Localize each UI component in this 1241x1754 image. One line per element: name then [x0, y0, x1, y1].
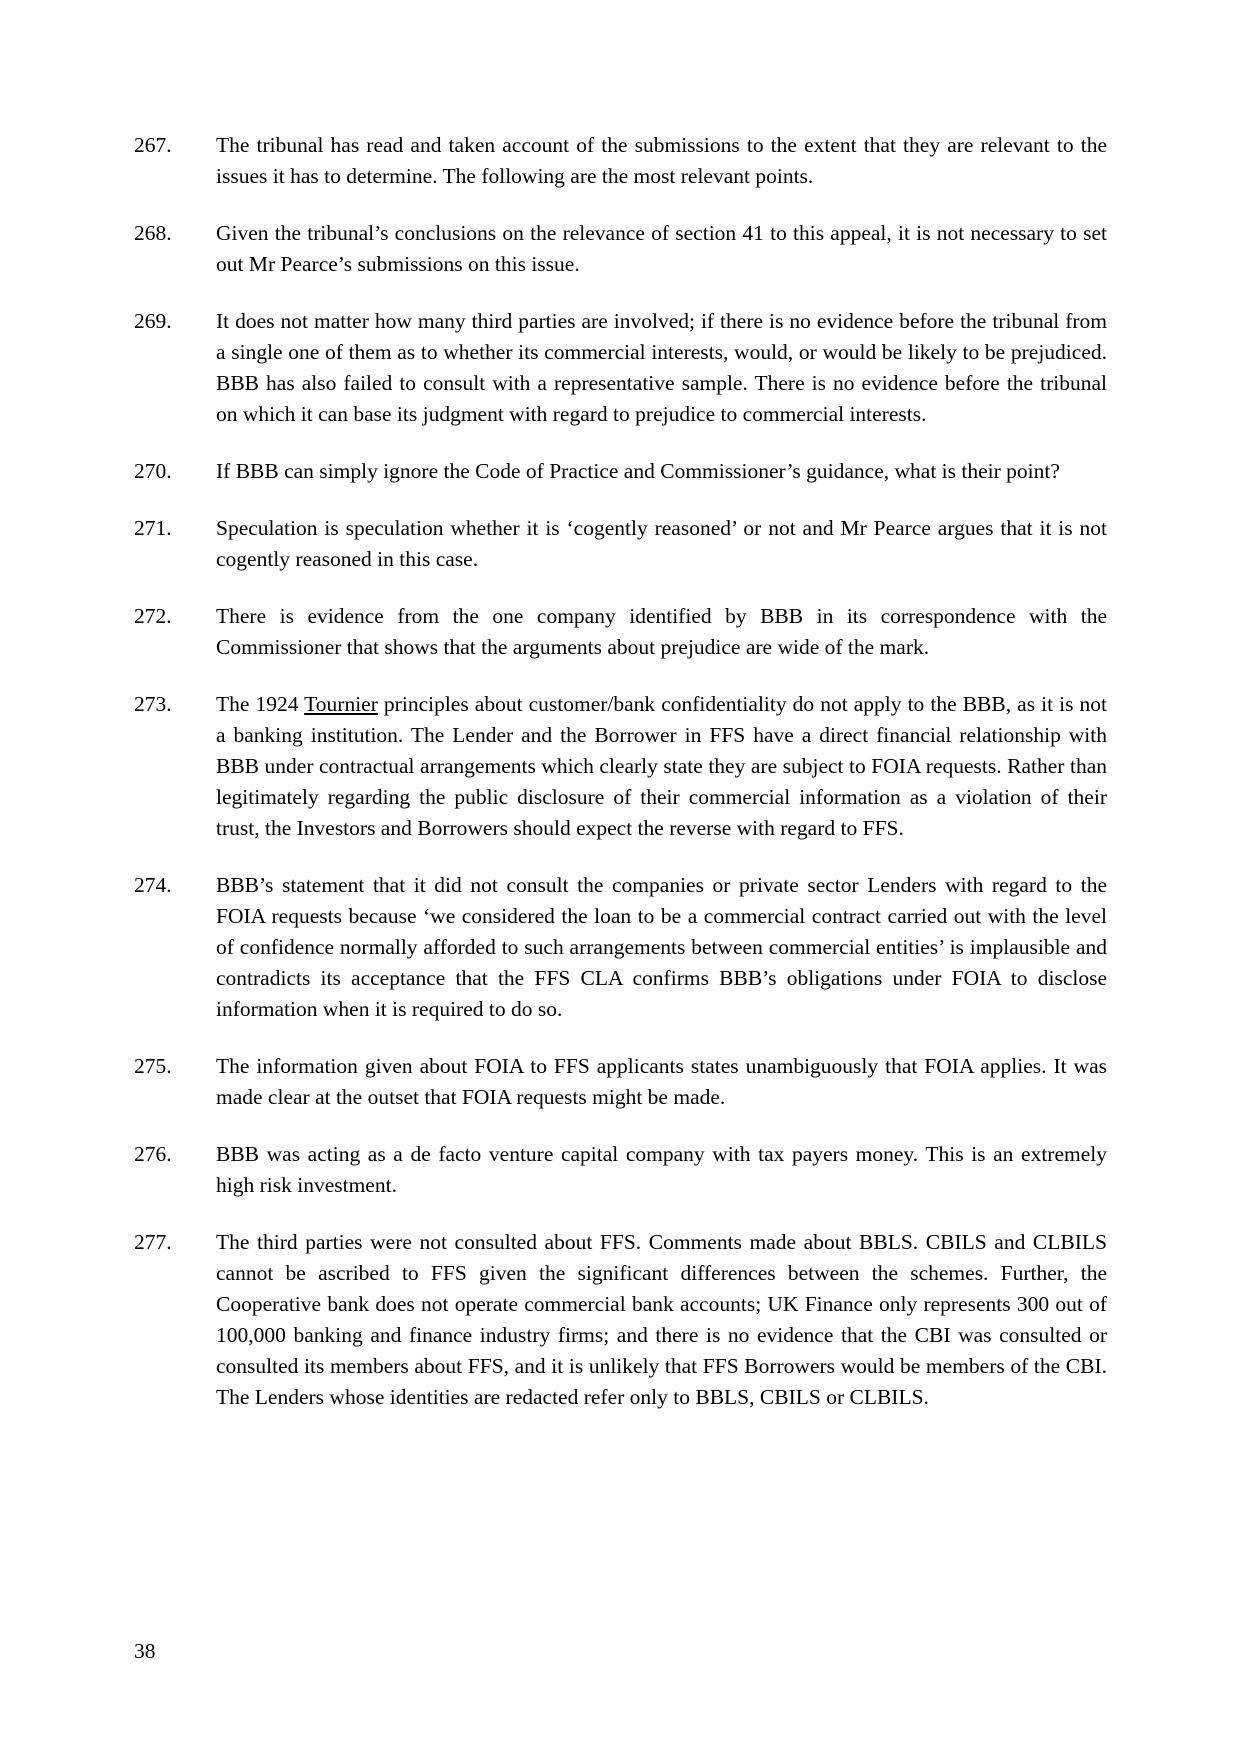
paragraph-text-after: principles about customer/bank confidentiality do not apply to the BBB, as it is not a banking institution. The Lender and the Borrower in FFS have a direct financial relationship with BBB under contractual arrangements which clearly state they are subject to FOIA requests. Rather than legitimately regarding the public disclosure of their commercial information as a violation of their trust, the Investors and Borrowers should expect the reverse with regard to FFS.	[216, 692, 1107, 840]
paragraph-267	[134, 130, 1107, 192]
paragraph-number: 277.	[134, 1230, 172, 1254]
case-name-tournier: Tournier	[304, 692, 378, 716]
paragraph-275	[134, 1051, 1107, 1113]
paragraph-number: 273.	[134, 692, 172, 716]
paragraph-text: BBB was acting as a de facto venture capital company with tax payers money. This is an extremely high risk investment.	[216, 1142, 1107, 1197]
paragraph-number: 274.	[134, 873, 172, 897]
paragraph-text: Speculation is speculation whether it is ‘cogently reasoned’ or not and Mr Pearce argues that it is not cogently reasoned in this case.	[216, 516, 1107, 571]
paragraph-276	[134, 1139, 1107, 1201]
paragraph-268	[134, 218, 1107, 280]
paragraph-269	[134, 306, 1107, 430]
paragraph-text: Given the tribunal’s conclusions on the relevance of section 41 to this appeal, it is not necessary to set out Mr Pearce’s submissions on this issue.	[216, 221, 1107, 276]
paragraph-number: 276.	[134, 1142, 172, 1166]
paragraph-270	[134, 456, 1107, 487]
paragraph-number: 269.	[134, 309, 172, 333]
paragraph-number: 275.	[134, 1054, 172, 1078]
paragraph-text-before: The 1924	[216, 692, 305, 716]
paragraph-text: The information given about FOIA to FFS applicants states unambiguously that FOIA applies. It was made clear at the outset that FOIA requests might be made.	[216, 1054, 1107, 1109]
paragraph-number: 272.	[134, 604, 172, 628]
paragraph-text: It does not matter how many third parties are involved; if there is no evidence before the tribunal from a single one of them as to whether its commercial interests, would, or would be likely to be prejudiced. BBB has also failed to consult with a representative sample. There is no evidence before the tribunal on which it can base its judgment with regard to prejudice to commercial interests.	[216, 309, 1107, 426]
paragraph-number: 268.	[134, 221, 172, 245]
paragraph-277	[134, 1227, 1107, 1413]
paragraph-text	[216, 689, 1107, 844]
paragraph-text: If BBB can simply ignore the Code of Practice and Commissioner’s guidance, what is their point?	[216, 459, 1060, 483]
paragraph-272	[134, 601, 1107, 663]
paragraph-274	[134, 870, 1107, 1025]
paragraph-text: There is evidence from the one company identified by BBB in its correspondence with the Commissioner that shows that the arguments about prejudice are wide of the mark.	[216, 604, 1107, 659]
paragraph-number: 271.	[134, 516, 172, 540]
paragraph-text: The tribunal has read and taken account of the submissions to the extent that they are relevant to the issues it has to determine. The following are the most relevant points.	[216, 133, 1107, 188]
paragraph-text: The third parties were not consulted about FFS. Comments made about BBLS. CBILS and CLBILS cannot be ascribed to FFS given the significant differences between the schemes. Further, the Cooperative bank does not operate commercial bank accounts; UK Finance only represents 300 out of 100,000 banking and finance industry firms; and there is no evidence that the CBI was consulted or consulted its members about FFS, and it is unlikely that FFS Borrowers would be members of the CBI. The Lenders whose identities are redacted refer only to BBLS, CBILS or CLBILS.	[216, 1230, 1107, 1409]
paragraph-271	[134, 513, 1107, 575]
paragraph-number: 270.	[134, 459, 172, 483]
page-number: 38	[134, 1639, 156, 1663]
paragraph-text: BBB’s statement that it did not consult the companies or private sector Lenders with regard to the FOIA requests because ‘we considered the loan to be a commercial contract carried out with the level of confidence normally afforded to such arrangements between commercial entities’ is implausible and contradicts its acceptance that the FFS CLA confirms BBB’s obligations under FOIA to disclose information when it is required to do so.	[216, 873, 1107, 1021]
paragraph-number: 267.	[134, 133, 172, 157]
paragraph-273	[134, 689, 1107, 844]
